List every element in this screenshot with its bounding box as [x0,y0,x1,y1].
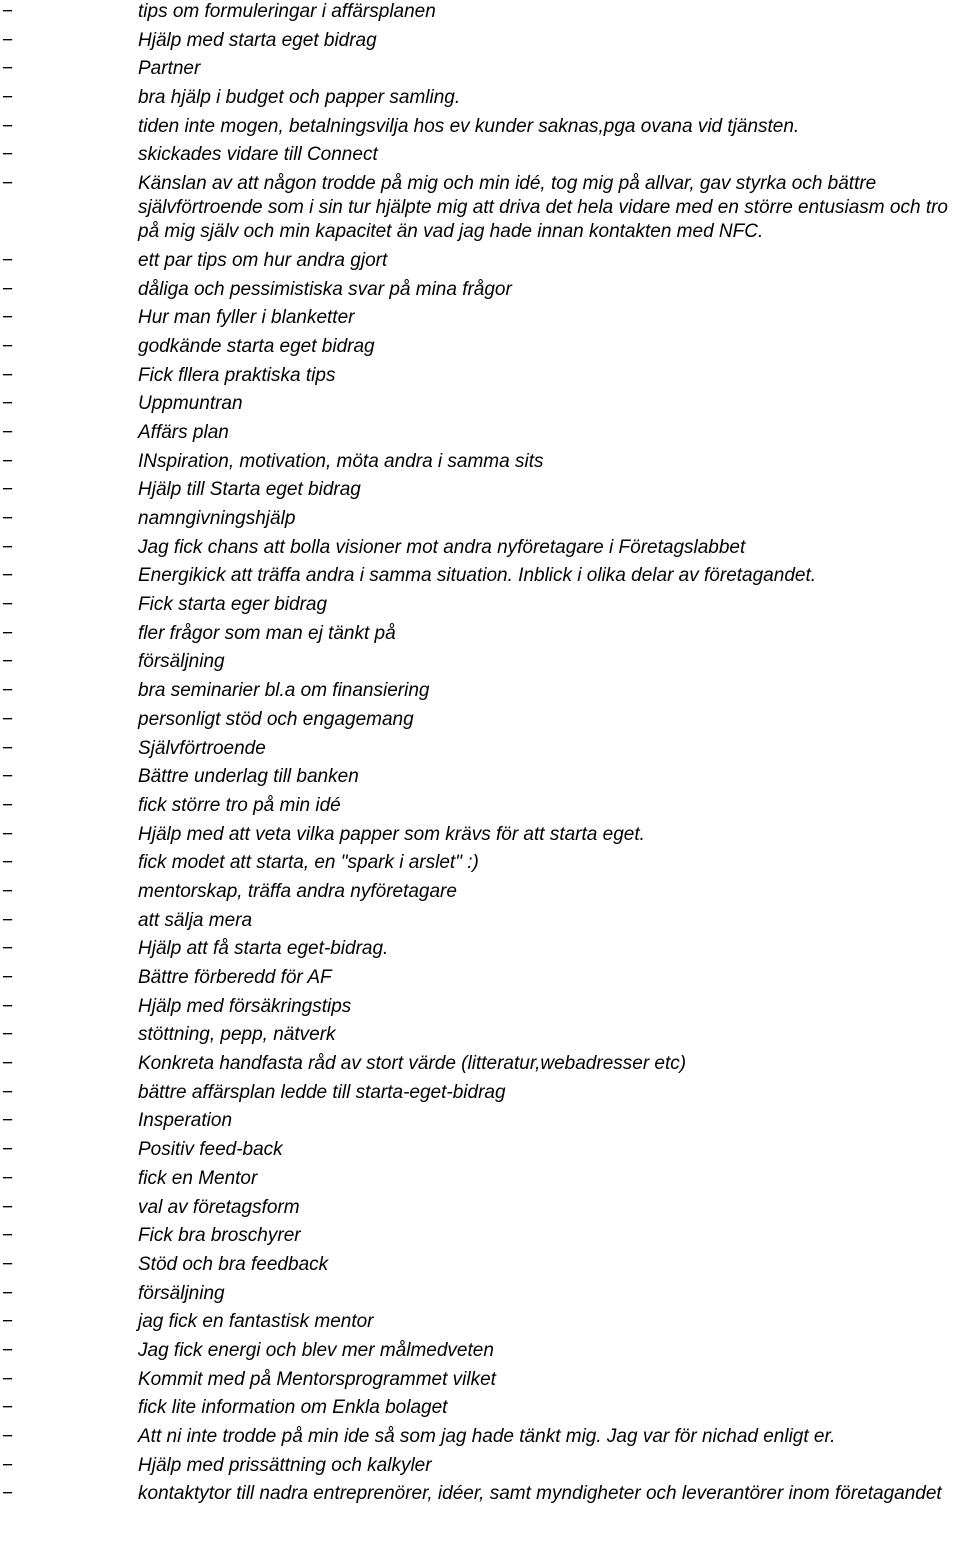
list-bullet-dash: − [2,708,14,730]
list-bullet-dash: − [2,450,14,472]
list-item [0,1482,960,1506]
list-item-text: fick större tro på min idé [138,794,341,816]
list-bullet-dash: − [2,1454,14,1476]
list-item-text: val av företagsform [138,1196,300,1218]
list-bullet-dash: − [2,249,14,271]
list-item-text: ett par tips om hur andra gjort [138,249,388,271]
list-bullet-dash: − [2,1339,14,1361]
list-item [0,851,960,875]
list-bullet-dash: − [2,87,14,109]
list-item [0,1396,960,1420]
list-bullet-dash: − [2,1282,14,1304]
list-bullet-dash: − [2,1139,14,1161]
list-item-text: Fick starta eger bidrag [138,594,328,616]
list-bullet-dash: − [2,58,14,80]
list-item-text: Hjälp med prissättning och kalkyler [138,1454,432,1476]
list-bullet-dash: − [2,967,14,988]
list-bullet-dash: − [2,852,14,874]
list-item [0,421,960,445]
list-bullet-dash: − [2,364,14,386]
list-bullet-dash: − [2,278,14,300]
list-item-text: Insperation [138,1110,233,1132]
list-bullet-dash: − [2,565,14,587]
list-item-text: Energikick att träffa andra i samma situation. Inblick i olika delar av företagandet. [138,565,817,587]
list-item [0,364,960,388]
list-item [0,1167,960,1191]
list-item-text: bättre affärsplan ledde till starta-eget-bidrag [138,1081,506,1103]
list-item [0,622,960,646]
list-item-text: Hjälp att få starta eget-bidrag. [138,938,389,960]
list-item-text: Hjälp med att veta vilka papper som krävs för att starta eget. [138,823,645,845]
list-item-text: Att ni inte trodde på min ide så som jag hade tänkt mig. Jag var för nichad enligt er. [138,1426,836,1447]
list-item [0,1224,960,1248]
list-item-text: fick en Mentor [138,1167,258,1189]
list-item [0,737,960,761]
list-item [0,1023,960,1047]
list-bullet-dash: − [2,1053,14,1075]
list-item-text: Jag fick energi och blev mer målmedveten [138,1339,494,1361]
list-bullet-dash: − [2,479,14,501]
list-bullet-dash: − [2,1167,14,1189]
list-item-text: stöttning, pepp, nätverk [138,1024,336,1046]
list-bullet-dash: − [2,1368,14,1390]
list-bullet-dash: − [2,594,14,616]
list-bullet-dash: − [2,823,14,845]
list-bullet-dash: − [2,909,14,931]
list-item-text: tips om formuleringar i affärsplanen [138,1,436,22]
list-item [0,450,960,474]
list-item-text: fick lite information om Enkla bolaget [138,1397,448,1419]
list-bullet-dash: − [2,393,14,415]
list-bullet-dash: − [2,995,14,1017]
list-item [0,172,960,244]
list-item [0,1253,960,1277]
list-item [0,995,960,1019]
list-bullet-dash: − [2,144,14,166]
list-item [0,966,960,990]
list-item-text: Bättre förberedd för AF [138,967,332,988]
list-item-text: Hjälp med försäkringstips [138,995,352,1017]
list-item-text: godkände starta eget bidrag [138,335,375,357]
list-item [0,86,960,110]
list-item [0,765,960,789]
list-bullet-dash: − [2,737,14,759]
list-item [0,1454,960,1478]
list-bullet-dash: − [2,115,14,137]
list-item [0,249,960,273]
list-item-text: Jag fick chans att bolla visioner mot andra nyföretagare i Företagslabbet [138,536,746,558]
list-item [0,536,960,560]
list-item-text: fick modet att starta, en "spark i arslet" :) [138,852,479,874]
list-item-text: försäljning [138,651,225,673]
list-item-text: bra hjälp i budget och papper samling. [138,87,461,109]
list-item-text: Självförtroende [138,737,266,759]
list-item [0,1339,960,1363]
list-item-text: Känslan av att någon trodde på mig och min idé, tog mig på allvar, gav styrka och bättre självförtroende som i sin tur hjälpte mig att driva det hela vidare med en större entusiasm och tro på mig själv och min kapacitet än vad jag hade innan kontakten med NFC. [138,173,948,243]
list-bullet-dash: − [2,622,14,644]
list-bullet-dash: − [2,335,14,357]
list-item [0,0,960,24]
list-bullet-dash: − [2,766,14,788]
list-bullet-dash: − [2,421,14,443]
list-item [0,823,960,847]
list-item-text: Uppmuntran [138,393,243,415]
list-bullet-dash: − [2,1196,14,1218]
list-item [0,507,960,531]
list-item [0,57,960,81]
list-item [0,1282,960,1306]
list-bullet-dash: − [2,651,14,673]
list-item [0,1425,960,1449]
list-item-text: att sälja mera [138,909,253,931]
list-item-text: dåliga och pessimistiska svar på mina frågor [138,278,512,300]
list-bullet-dash: − [2,794,14,816]
list-item [0,909,960,933]
list-item-text: Stöd och bra feedback [138,1253,329,1275]
list-bullet-dash: − [2,1,14,22]
list-item [0,278,960,302]
list-bullet-dash: − [2,680,14,702]
list-item [0,306,960,330]
list-item-text: Hur man fyller i blanketter [138,307,355,329]
list-item-text: jag fick en fantastisk mentor [138,1311,374,1333]
list-bullet-dash: − [2,938,14,960]
list-item [0,1368,960,1392]
list-item-text: Positiv feed-back [138,1139,283,1161]
list-item-text: INspiration, motivation, möta andra i samma sits [138,450,544,472]
list-item-text: personligt stöd och engagemang [138,708,414,730]
list-bullet-dash: − [2,880,14,902]
list-bullet-dash: − [2,1024,14,1046]
list-item [0,392,960,416]
list-bullet-dash: − [2,1397,14,1419]
list-item [0,335,960,359]
list-item [0,29,960,53]
list-item [0,937,960,961]
list-item-text: namngivningshjälp [138,508,296,529]
list-item [0,593,960,617]
list-item [0,1196,960,1220]
list-bullet-dash: − [2,1110,14,1132]
list-item-text: Konkreta handfasta råd av stort värde (litteratur,webadresser etc) [138,1053,687,1075]
list-item [0,143,960,167]
list-item [0,1138,960,1162]
list-item-text: Bättre underlag till banken [138,766,359,788]
list-item-text: Fick bra broschyrer [138,1225,301,1247]
list-item [0,1081,960,1105]
list-item [0,478,960,502]
list-bullet-dash: − [2,1311,14,1333]
list-item-text: fler frågor som man ej tänkt på [138,622,396,644]
list-bullet-dash: − [2,1426,14,1447]
list-item [0,1052,960,1076]
list-bullet-dash: − [2,1225,14,1247]
list-item [0,679,960,703]
list-item-text: tiden inte mogen, betalningsvilja hos ev kunder saknas,pga ovana vid tjänsten. [138,115,800,137]
list-item-text: Kommit med på Mentorsprogrammet vilket [138,1368,496,1390]
list-item-text: Partner [138,58,201,80]
list-item-text: Hjälp till Starta eget bidrag [138,479,361,501]
list-item [0,1310,960,1334]
list-bullet-dash: − [2,508,14,529]
list-bullet-dash: − [2,1081,14,1103]
list-item [0,794,960,818]
list-item-text: kontaktytor till nadra entreprenörer, idéer, samt myndigheter och leverantörer inom företagandet [138,1483,942,1505]
list-item [0,708,960,732]
list-bullet-dash: − [2,536,14,558]
list-bullet-dash: − [2,1253,14,1275]
list-item-text: skickades vidare till Connect [138,144,378,166]
list-bullet-dash: − [2,307,14,329]
list-item [0,115,960,139]
list-item-text: Fick fllera praktiska tips [138,364,336,386]
list-item [0,650,960,674]
list-item-text: försäljning [138,1282,225,1304]
list-bullet-dash: − [2,173,14,195]
list-item-text: bra seminarier bl.a om finansiering [138,680,430,702]
list-item [0,1109,960,1133]
list-item-text: Hjälp med starta eget bidrag [138,29,377,51]
list-item-text: Affärs plan [138,421,229,443]
list-bullet-dash: − [2,1483,14,1505]
list-bullet-dash: − [2,29,14,51]
list-item-text: mentorskap, träffa andra nyföretagare [138,880,457,902]
list-item [0,564,960,588]
list-item [0,880,960,904]
